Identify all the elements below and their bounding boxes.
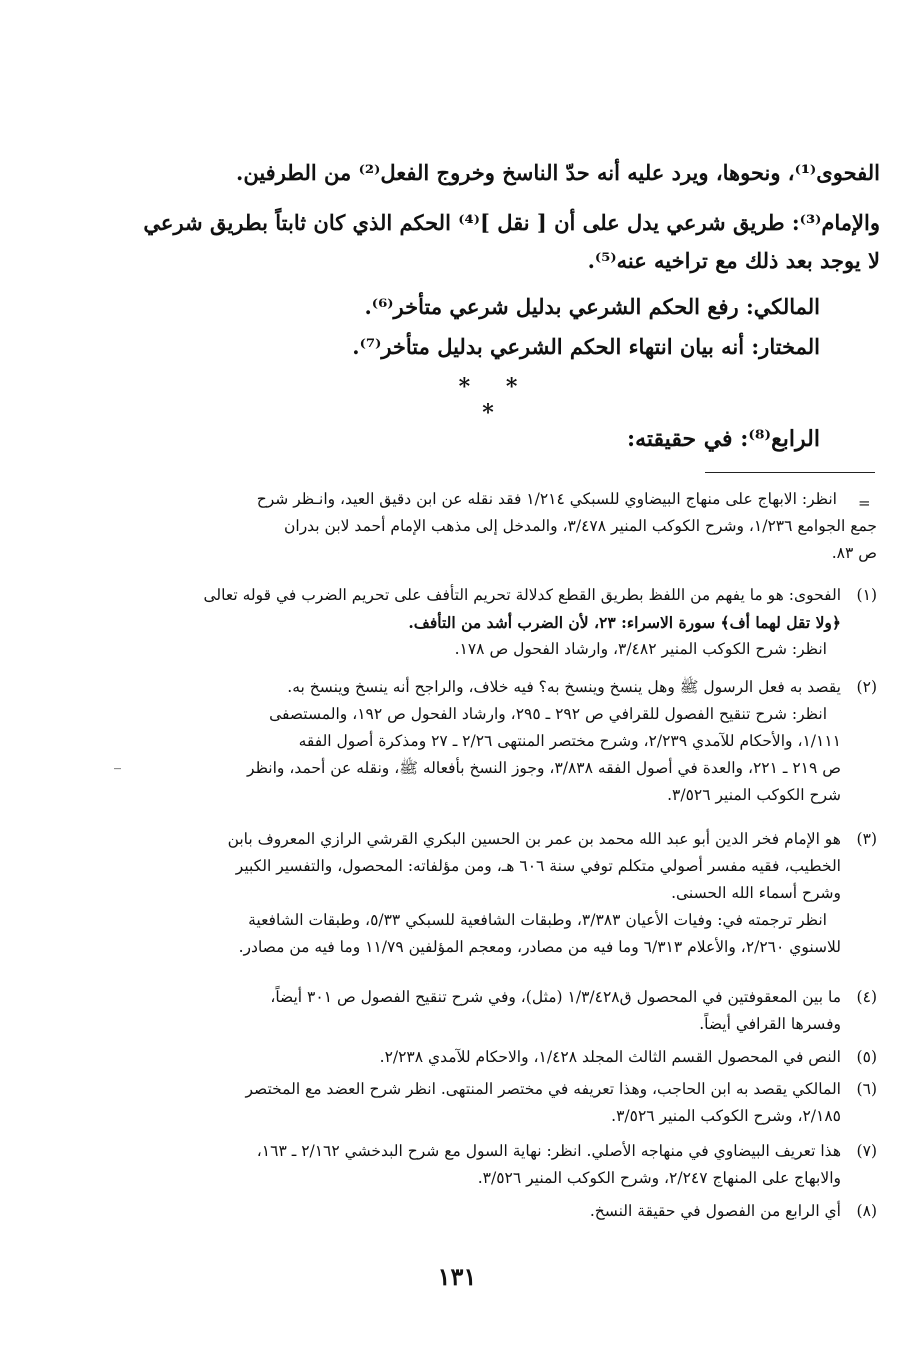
footnote-line: ﴿ولا تقل لهما أف﴾ سورة الاسراء: ٢٣، لأن الضرب أشد من التأفف. [408,613,841,632]
footnote-line: الخطيب، فقيه مفسر أصولي متكلم توفي سنة ٦٠٦ هـ، ومن مؤلفاته: المحصول، والتفسير الكبير [235,857,841,875]
footnote-line: هو الإمام فخر الدين أبو عبد الله محمد بن عمر بن الحسين البكري القرشي الرازي المعروف بابن [227,830,841,848]
footnote-rule [705,472,875,473]
footnote-line: ما بين المعقوفتين في المحصول ق١/٣/٤٢٨ (مثل)، وفي شرح تنقيح الفصول ص ٣٠١ أيضاً، [270,988,841,1006]
footnote-2 [125,674,877,809]
footnote-line: يقصد به فعل الرسول ﷺ وهل ينسخ وينسخ به؟ فيه خلاف، والراجح أنه ينسخ وينسخ به. [287,678,841,696]
footnote-line: شرح الكوكب المنير ٣/٥٢٦. [667,786,841,804]
footnote-line: أي الرابع من الفصول في حقيقة النسخ. [589,1202,841,1220]
footnote-line: انظر: الابهاج على منهاج البيضاوي للسبكي ١/٢١٤ فقد نقله عن ابن دقيق العيد، وانـظر شرح [256,490,837,508]
footnote-line: والابهاج على المنهاج ٢/٢٤٧، وشرح الكوكب المنير ٣/٥٢٦. [477,1169,841,1187]
footnote-number: (٦) [856,1080,877,1098]
footnote-line: انظر: شرح تنقيح الفصول للقرافي ص ٢٩٢ ـ ٢٩٥، وارشاد الفحول ص ١٩٢، والمستصفى [269,705,827,723]
footnote-line: وشرح أسماء الله الحسنى. [671,884,841,902]
footnote-line: انظر: شرح الكوكب المنير ٣/٤٨٢، وارشاد الفحول ص ١٧٨. [454,640,827,658]
footnote-6 [125,1076,877,1130]
footnote-line: انظر ترجمته في: وفيات الأعيان ٣/٣٨٣، وطبقات الشافعية للسبكي ٥/٣٣، وطبقات الشافعية [248,911,827,929]
main-line: المختار: أنه بيان انتهاء الحكم الشرعي بدليل متأخر⁽⁷⁾. [352,334,820,359]
footnote-line: للاسنوي ٢/٢٦٠، والأعلام ٦/٣١٣ وما فيه من مصادر، ومعجم المؤلفين ١١/٧٩ وما فيه من مصادر. [238,938,841,956]
footnote-line: ١/١١١، والأحكام للآمدي ٢/٢٣٩، وشرح مختصر المنتهى ٢/٢٦ ـ ٢٧ ومذكرة أصول الفقه [298,732,841,750]
main-line: والإمام⁽³⁾: طريق شرعي يدل على أن [ نقل ]⁽⁴⁾ الحكم الذي كان ثابتاً بطريق شرعي [143,210,880,235]
main-line: المالكي: رفع الحكم الشرعي بدليل شرعي متأخر⁽⁶⁾. [364,294,820,319]
section-separator: * * * [458,374,532,426]
footnote-line: ٢/١٨٥، وشرح الكوكب المنير ٣/٥٢٦. [611,1107,841,1125]
main-line: لا يوجد بعد ذلك مع تراخيه عنه⁽⁵⁾. [587,248,880,273]
section-heading: الرابع⁽⁸⁾: في حقيقته: [627,426,820,452]
footnote-line: النص في المحصول القسم الثالث المجلد ١/٤٢٨، والاحكام للآمدي ٢/٢٣٨. [379,1048,841,1066]
footnote-number: (٤) [856,988,877,1006]
footnote-8 [125,1198,877,1225]
main-line: الفحوى⁽¹⁾، ونحوها، ويرد عليه أنه حدّ الناسخ وخروج الفعل⁽²⁾ من الطرفين. [236,160,880,185]
footnote-7 [125,1138,877,1192]
footnote-line: الفحوى: هو ما يفهم من اللفظ بطريق القطع كدلالة تحريم التأفف على تحريم الضرب في قوله تعالى [203,586,841,604]
continuation-mark: = [858,494,871,512]
footnote-line: جمع الجوامع ١/٢٣٦، وشرح الكوكب المنير ٣/٤٧٨، والمدخل إلى مذهب الإمام أحمد لابن بدران [284,517,877,535]
footnote-line: هذا تعريف البيضاوي في منهاجه الأصلي. انظر: نهاية السول مع شرح البدخشي ٢/١٦٢ ـ ١٦٣، [256,1142,841,1160]
footnote-line: المالكي يقصد به ابن الحاجب، وهذا تعريفه في مختصر المنتهى. انظر شرح العضد مع المختصر [245,1080,841,1098]
footnote-number: (٧) [856,1142,877,1160]
page-number: ١٣١ [437,1262,477,1291]
footnote-line: ص ٨٣. [831,544,877,562]
footnote-continuation [125,486,877,567]
footnote-line: ص ٢١٩ ـ ٢٢١، والعدة في أصول الفقه ٣/٨٣٨، وجوز النسخ بأفعاله ﷺ، ونقله عن أحمد، وانظر [247,759,841,777]
margin-mark: _ [114,754,121,770]
footnote-5 [125,1044,877,1071]
footnote-1 [125,582,877,663]
footnote-number: (٥) [856,1048,877,1066]
footnote-4 [125,984,877,1038]
footnote-number: (٨) [856,1202,877,1220]
footnote-number: (٢) [856,678,877,696]
footnote-number: (٣) [856,830,877,848]
footnote-line: وفسرها القرافي أيضاً. [699,1015,841,1033]
footnote-3 [125,826,877,961]
footnote-number: (١) [856,586,877,604]
